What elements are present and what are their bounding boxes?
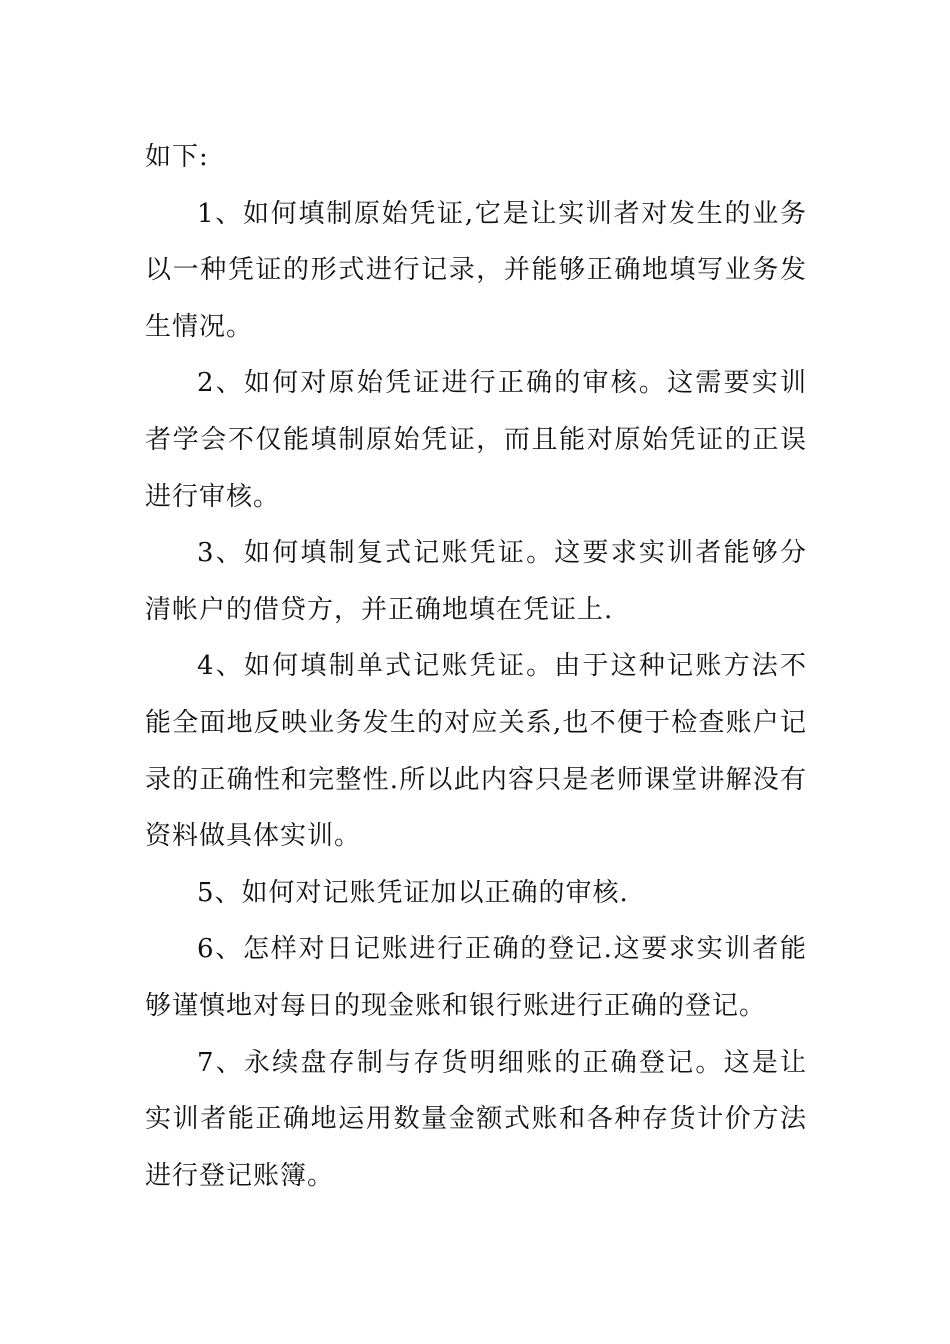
list-item-3: 3、如何填制复式记账凭证。这要求实训者能够分清帐户的借贷方，并正确地填在凭证上. <box>145 538 807 625</box>
list-item-7: 7、永续盘存制与存货明细账的正确登记。这是让实训者能正确地运用数量金额式账和各种存货计价方法进行登记账簿。 <box>145 1047 807 1191</box>
list-item-6: 6、怎样对日记账进行正确的登记.这要求实训者能够谨慎地对每日的现金账和银行账进行正确的登记。 <box>145 934 807 1021</box>
intro-line: 如下: <box>145 142 209 172</box>
list-item-1: 1、如何填制原始凭证,它是让实训者对发生的业务以一种凭证的形式进行记录，并能够正确地填写业务发生情况。 <box>145 198 807 342</box>
list-item-2: 2、如何对原始凭证进行正确的审核。这需要实训者学会不仅能填制原始凭证，而且能对原始凭证的正误进行审核。 <box>145 368 807 512</box>
list-item-4: 4、如何填制单式记账凭证。由于这种记账方法不能全面地反映业务发生的对应关系,也不便于检查账户记录的正确性和完整性.所以此内容只是老师课堂讲解没有资料做具体实训。 <box>145 651 807 852</box>
document-body <box>145 129 807 1204</box>
list-item-5: 5、如何对记账凭证加以正确的审核. <box>197 877 629 908</box>
